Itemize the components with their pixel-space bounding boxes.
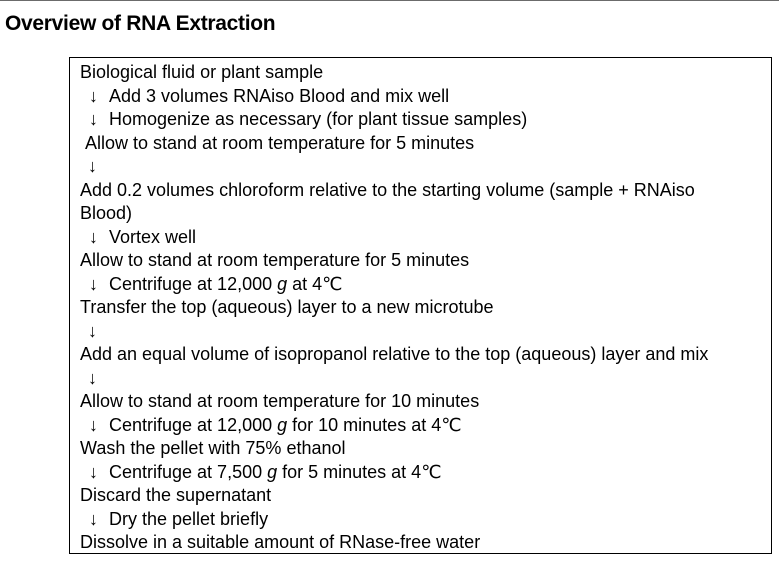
step-line (80, 414, 770, 438)
down-arrow-icon: ↓ (88, 367, 97, 388)
g-force-unit: g (277, 414, 288, 435)
step-line (80, 320, 770, 344)
step-text: Blood) (80, 203, 133, 223)
step-text: for 5 minutes at 4℃ (277, 461, 442, 482)
step-text: Allow to stand at room temperature for 5 minutes (80, 250, 470, 270)
step-text: Centrifuge at 12,000 (109, 414, 278, 435)
step-text: Transfer the top (aqueous) layer to a new microtube (80, 297, 494, 317)
step-text: at 4℃ (287, 273, 343, 294)
step-text: Biological fluid or plant sample (80, 62, 324, 82)
step-text: Discard the supernatant (80, 485, 272, 505)
step-line (80, 461, 770, 485)
down-arrow-icon: ↓ (89, 414, 98, 435)
step-text: Add an equal volume of isopropanol relative to the top (aqueous) layer and mix (80, 344, 709, 364)
g-force-unit: g (267, 461, 278, 482)
step-text: Dry the pellet briefly (109, 508, 269, 529)
down-arrow-icon: ↓ (88, 156, 97, 176)
down-arrow-icon: ↓ (89, 461, 98, 482)
step-line (80, 343, 770, 367)
down-arrow-icon: ↓ (89, 109, 98, 129)
step-line (80, 155, 770, 179)
step-line (80, 85, 770, 109)
step-line (80, 437, 770, 461)
step-text: Allow to stand at room temperature for 5 minutes (85, 132, 475, 153)
down-arrow-icon: ↓ (88, 320, 97, 341)
g-force-unit: g (277, 273, 288, 294)
step-line (80, 296, 770, 320)
step-line (80, 508, 770, 532)
down-arrow-icon: ↓ (89, 226, 98, 247)
procedure-steps (80, 61, 770, 555)
step-line (80, 249, 770, 273)
step-line (80, 226, 770, 250)
step-text: Centrifuge at 7,500 (109, 461, 268, 482)
step-line (80, 273, 770, 297)
step-line (80, 531, 770, 555)
top-rule (0, 0, 779, 1)
step-text: Add 0.2 volumes chloroform relative to the starting volume (sample + RNAiso (80, 179, 695, 200)
step-line (80, 367, 770, 391)
step-line (80, 484, 770, 508)
step-line (80, 179, 770, 203)
step-text: Allow to stand at room temperature for 10 minutes (80, 391, 480, 411)
step-text: Homogenize as necessary (for plant tissue samples) (109, 109, 528, 129)
step-text: Centrifuge at 12,000 (109, 273, 278, 294)
step-line (80, 108, 770, 132)
down-arrow-icon: ↓ (89, 273, 98, 294)
section-heading: Overview of RNA Extraction (5, 12, 276, 35)
step-text: for 10 minutes at 4℃ (287, 414, 462, 435)
step-line (80, 132, 770, 156)
step-line (80, 202, 770, 226)
step-text: Wash the pellet with 75% ethanol (80, 438, 346, 458)
down-arrow-icon: ↓ (89, 508, 98, 529)
down-arrow-icon: ↓ (89, 85, 98, 106)
step-line (80, 390, 770, 414)
step-line (80, 61, 770, 85)
step-text: Add 3 volumes RNAiso Blood and mix well (109, 85, 450, 106)
step-text: Dissolve in a suitable amount of RNase-free water (80, 532, 481, 552)
step-text: Vortex well (109, 226, 197, 247)
